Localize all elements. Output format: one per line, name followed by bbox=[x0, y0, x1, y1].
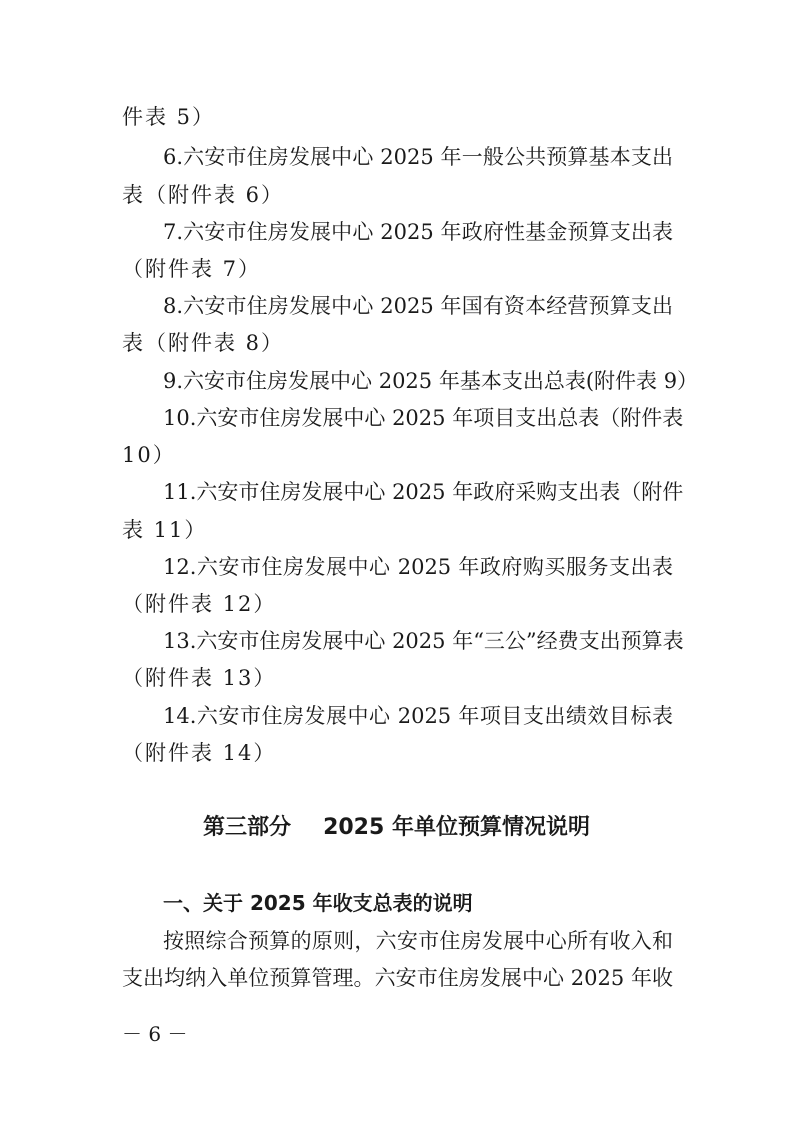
subsection-heading: 一、关于 2025 年收支总表的说明 bbox=[163, 891, 473, 915]
list-line: （附件表 14） bbox=[122, 741, 277, 765]
list-line: 表（附件表 6） bbox=[122, 183, 285, 207]
paragraph-line: 支出均纳入单位预算管理。六安市住房发展中心 2025 年收 bbox=[122, 966, 673, 990]
list-line: 13.六安市住房发展中心 2025 年“三公”经费支出预算表 bbox=[163, 629, 684, 653]
list-line: 9.六安市住房发展中心 2025 年基本支出总表(附件表 9） bbox=[163, 369, 699, 393]
list-line: 12.六安市住房发展中心 2025 年政府购买服务支出表 bbox=[163, 555, 673, 579]
list-line: 件表 5） bbox=[122, 105, 216, 129]
section-heading-title: 2025 年单位预算情况说明 bbox=[323, 815, 590, 840]
list-line: 表（附件表 8） bbox=[122, 331, 285, 355]
list-line: 7.六安市住房发展中心 2025 年政府性基金预算支出表 bbox=[163, 220, 673, 244]
list-line: 8.六安市住房发展中心 2025 年国有资本经营预算支出 bbox=[163, 294, 673, 318]
list-line: （附件表 12） bbox=[122, 592, 277, 616]
list-line: 11.六安市住房发展中心 2025 年政府采购支出表（附件 bbox=[163, 480, 684, 504]
list-line: （附件表 7） bbox=[122, 257, 262, 281]
page-number: － 6 － bbox=[122, 1022, 188, 1046]
list-line: 10.六安市住房发展中心 2025 年项目支出总表（附件表 bbox=[163, 406, 684, 430]
section-heading bbox=[0, 813, 793, 843]
list-line: （附件表 13） bbox=[122, 666, 277, 690]
list-line: 14.六安市住房发展中心 2025 年项目支出绩效目标表 bbox=[163, 704, 673, 728]
section-heading-part: 第三部分 bbox=[203, 815, 292, 840]
paragraph-line: 按照综合预算的原则，六安市住房发展中心所有收入和 bbox=[163, 929, 673, 953]
list-line: 10） bbox=[122, 443, 176, 467]
list-line: 6.六安市住房发展中心 2025 年一般公共预算基本支出 bbox=[163, 145, 673, 169]
list-line: 表 11） bbox=[122, 518, 208, 542]
